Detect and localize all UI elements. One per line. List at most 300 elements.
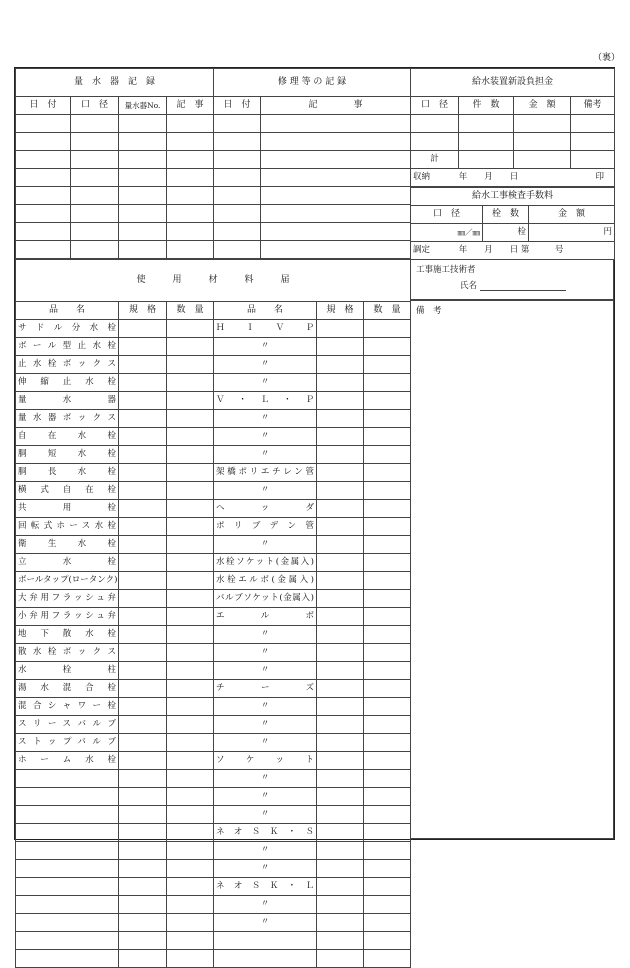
material-name-left: ボールタップ(ロータンク)	[16, 572, 119, 590]
material-spec-right[interactable]	[317, 806, 364, 824]
meter-record-cell[interactable]	[167, 223, 214, 241]
material-name-right: 水栓エルボ(金属入)	[214, 572, 317, 590]
burden-header-amount: 金 額	[514, 97, 571, 115]
material-spec-left[interactable]	[119, 464, 167, 482]
material-name-right	[214, 950, 317, 968]
material-name-left: 混合シャワー栓	[16, 698, 119, 716]
material-row	[16, 896, 411, 914]
repair-header-date: 日 付	[214, 97, 261, 115]
material-qty-left[interactable]	[167, 338, 214, 356]
material-spec-right[interactable]	[317, 842, 364, 860]
material-spec-right[interactable]	[317, 338, 364, 356]
material-name-left: 胴長水栓	[16, 464, 119, 482]
meter-record-cell[interactable]	[119, 205, 167, 223]
material-qty-left[interactable]	[167, 806, 214, 824]
material-spec-right[interactable]	[317, 662, 364, 680]
material-qty-right[interactable]	[364, 896, 411, 914]
meter-record-cell[interactable]	[119, 151, 167, 169]
material-qty-right[interactable]	[364, 716, 411, 734]
materials-header-name-left: 品 名	[16, 302, 119, 320]
material-spec-left[interactable]	[119, 878, 167, 896]
material-name-right: チーズ	[214, 680, 317, 698]
meter-record-cell[interactable]	[16, 187, 71, 205]
material-spec-left[interactable]	[119, 374, 167, 392]
meter-record-cell[interactable]	[16, 151, 71, 169]
repair-record-cell[interactable]	[214, 241, 261, 259]
inspection-decision-row	[411, 242, 615, 260]
meter-record-cell[interactable]	[71, 151, 119, 169]
material-spec-right[interactable]	[317, 626, 364, 644]
material-name-left	[16, 878, 119, 896]
material-spec-left[interactable]	[119, 770, 167, 788]
material-name-right: 〃	[214, 446, 317, 464]
material-spec-right[interactable]	[317, 320, 364, 338]
meter-record-cell[interactable]	[71, 133, 119, 151]
material-spec-right[interactable]	[317, 824, 364, 842]
meter-record-cell[interactable]	[167, 133, 214, 151]
material-spec-right[interactable]	[317, 680, 364, 698]
repair-record-cell[interactable]	[261, 241, 411, 259]
meter-record-cell[interactable]	[71, 169, 119, 187]
material-qty-right[interactable]	[364, 734, 411, 752]
material-spec-left[interactable]	[119, 896, 167, 914]
material-spec-right[interactable]	[317, 950, 364, 968]
repair-record-cell[interactable]	[261, 223, 411, 241]
inspection-header-count: 栓 数	[483, 206, 529, 224]
material-spec-right[interactable]	[317, 770, 364, 788]
material-qty-left[interactable]	[167, 464, 214, 482]
material-name-right: 〃	[214, 788, 317, 806]
material-name-right: Ｖ・Ｌ・Ｐ	[214, 392, 317, 410]
material-name-right: ネオＳＫ・Ｌ	[214, 878, 317, 896]
material-name-left	[16, 770, 119, 788]
material-qty-left[interactable]	[167, 446, 214, 464]
material-name-right: ソケット	[214, 752, 317, 770]
material-spec-right[interactable]	[317, 536, 364, 554]
material-spec-left[interactable]	[119, 716, 167, 734]
material-qty-left[interactable]	[167, 608, 214, 626]
repair-record-row	[214, 115, 411, 133]
material-name-right: 〃	[214, 860, 317, 878]
material-spec-left[interactable]	[119, 536, 167, 554]
material-row	[16, 716, 411, 734]
burden-section	[410, 68, 614, 260]
meter-record-cell[interactable]	[119, 115, 167, 133]
material-qty-left[interactable]	[167, 374, 214, 392]
repair-record-cell[interactable]	[261, 169, 411, 187]
material-qty-right[interactable]	[364, 356, 411, 374]
material-qty-right[interactable]	[364, 518, 411, 536]
material-spec-left[interactable]	[119, 842, 167, 860]
meter-record-cell[interactable]	[119, 169, 167, 187]
material-spec-right[interactable]	[317, 428, 364, 446]
material-qty-right[interactable]	[364, 950, 411, 968]
material-spec-left[interactable]	[119, 734, 167, 752]
material-name-left	[16, 860, 119, 878]
material-name-left: 自在水栓	[16, 428, 119, 446]
material-qty-left[interactable]	[167, 734, 214, 752]
repair-record-row	[214, 223, 411, 241]
material-qty-right[interactable]	[364, 590, 411, 608]
material-spec-right[interactable]	[317, 464, 364, 482]
material-name-left	[16, 950, 119, 968]
material-spec-right[interactable]	[317, 698, 364, 716]
material-qty-right[interactable]	[364, 770, 411, 788]
material-name-left: 共用栓	[16, 500, 119, 518]
remarks-box	[410, 300, 614, 839]
material-spec-right[interactable]	[317, 518, 364, 536]
material-qty-left[interactable]	[167, 356, 214, 374]
material-spec-right[interactable]	[317, 608, 364, 626]
material-spec-right[interactable]	[317, 446, 364, 464]
material-row	[16, 734, 411, 752]
receipt-date: 年 月 日	[458, 172, 519, 183]
material-qty-right[interactable]	[364, 500, 411, 518]
material-qty-right[interactable]	[364, 608, 411, 626]
material-name-right: エルボ	[214, 608, 317, 626]
material-qty-right[interactable]	[364, 788, 411, 806]
repair-record-cell[interactable]	[261, 151, 411, 169]
meter-record-cell[interactable]	[16, 115, 71, 133]
material-spec-right[interactable]	[317, 788, 364, 806]
material-spec-left[interactable]	[119, 518, 167, 536]
material-qty-right[interactable]	[364, 626, 411, 644]
materials-header-name-right: 品 名	[214, 302, 317, 320]
material-name-right: 〃	[214, 410, 317, 428]
materials-section	[15, 259, 410, 968]
repair-record-cell[interactable]	[214, 223, 261, 241]
material-spec-left[interactable]	[119, 446, 167, 464]
material-qty-left[interactable]	[167, 320, 214, 338]
material-qty-right[interactable]	[364, 680, 411, 698]
material-name-left: 湯水混合栓	[16, 680, 119, 698]
repair-record-cell[interactable]	[261, 115, 411, 133]
meter-record-row	[16, 133, 214, 151]
material-qty-right[interactable]	[364, 338, 411, 356]
material-qty-right[interactable]	[364, 410, 411, 428]
material-spec-left[interactable]	[119, 356, 167, 374]
material-qty-right[interactable]	[364, 644, 411, 662]
material-name-right	[214, 932, 317, 950]
materials-header-spec-right: 規 格	[317, 302, 364, 320]
material-spec-left[interactable]	[119, 338, 167, 356]
material-qty-left[interactable]	[167, 878, 214, 896]
repair-record-cell[interactable]	[214, 133, 261, 151]
material-name-right: 〃	[214, 338, 317, 356]
material-qty-left[interactable]	[167, 770, 214, 788]
material-spec-left[interactable]	[119, 572, 167, 590]
material-name-right: 〃	[214, 356, 317, 374]
material-qty-right[interactable]	[364, 446, 411, 464]
material-spec-right[interactable]	[317, 590, 364, 608]
material-name-right: 〃	[214, 374, 317, 392]
inspection-header-diameter: 口 径	[411, 206, 483, 224]
material-qty-left[interactable]	[167, 536, 214, 554]
material-qty-right[interactable]	[364, 914, 411, 932]
decision-label: 調定	[413, 245, 431, 256]
material-row	[16, 878, 411, 896]
material-row	[16, 338, 411, 356]
material-qty-right[interactable]	[364, 752, 411, 770]
meter-record-cell[interactable]	[16, 223, 71, 241]
material-spec-right[interactable]	[317, 500, 364, 518]
material-name-right: バルブソケット(金属入)	[214, 590, 317, 608]
repair-record-row	[214, 187, 411, 205]
material-qty-left[interactable]	[167, 698, 214, 716]
material-spec-left[interactable]	[119, 950, 167, 968]
material-spec-left[interactable]	[119, 482, 167, 500]
repair-record-cell[interactable]	[214, 187, 261, 205]
repair-record-cell[interactable]	[261, 133, 411, 151]
material-spec-right[interactable]	[317, 374, 364, 392]
material-spec-right[interactable]	[317, 860, 364, 878]
inspection-unit-diameter: ㎜／㎜	[411, 224, 483, 242]
material-qty-left[interactable]	[167, 626, 214, 644]
material-qty-left[interactable]	[167, 950, 214, 968]
meter-record-row	[16, 187, 214, 205]
material-qty-right[interactable]	[364, 878, 411, 896]
material-qty-right[interactable]	[364, 572, 411, 590]
repair-record-row	[214, 241, 411, 259]
material-spec-left[interactable]	[119, 752, 167, 770]
burden-header-remarks: 備考	[571, 97, 615, 115]
material-spec-right[interactable]	[317, 716, 364, 734]
material-name-left: 地下散水栓	[16, 626, 119, 644]
meter-record-cell[interactable]	[71, 241, 119, 259]
material-qty-left[interactable]	[167, 752, 214, 770]
material-spec-left[interactable]	[119, 320, 167, 338]
material-name-left: ボール型止水栓	[16, 338, 119, 356]
material-spec-left[interactable]	[119, 500, 167, 518]
material-spec-left[interactable]	[119, 680, 167, 698]
repair-record-cell[interactable]	[214, 151, 261, 169]
meter-record-cell[interactable]	[71, 187, 119, 205]
technician-name-label: 氏名	[460, 281, 478, 291]
material-qty-right[interactable]	[364, 392, 411, 410]
materials-header-qty-left: 数 量	[167, 302, 214, 320]
meter-header-note: 記 事	[167, 97, 214, 115]
material-qty-right[interactable]	[364, 536, 411, 554]
material-spec-right[interactable]	[317, 896, 364, 914]
material-name-left: 量水器	[16, 392, 119, 410]
inspection-header-amount: 金 額	[529, 206, 615, 224]
material-name-right: 〃	[214, 734, 317, 752]
material-qty-right[interactable]	[364, 482, 411, 500]
meter-record-cell[interactable]	[167, 151, 214, 169]
meter-record-cell[interactable]	[71, 205, 119, 223]
materials-header-qty-right: 数 量	[364, 302, 411, 320]
materials-title: 使 用 材 料 届	[16, 260, 411, 302]
material-qty-left[interactable]	[167, 932, 214, 950]
material-spec-right[interactable]	[317, 572, 364, 590]
material-row	[16, 518, 411, 536]
material-name-left	[16, 932, 119, 950]
material-spec-left[interactable]	[119, 590, 167, 608]
meter-record-rows	[16, 115, 214, 259]
material-qty-left[interactable]	[167, 644, 214, 662]
material-row	[16, 842, 411, 860]
material-spec-left[interactable]	[119, 824, 167, 842]
material-name-right: Ｈ Ｉ Ｖ Ｐ	[214, 320, 317, 338]
material-qty-right[interactable]	[364, 464, 411, 482]
material-spec-left[interactable]	[119, 860, 167, 878]
meter-record-cell[interactable]	[119, 241, 167, 259]
material-name-left: 量水器ボックス	[16, 410, 119, 428]
material-qty-left[interactable]	[167, 518, 214, 536]
material-spec-right[interactable]	[317, 878, 364, 896]
material-spec-left[interactable]	[119, 662, 167, 680]
material-spec-right[interactable]	[317, 356, 364, 374]
material-name-right: 〃	[214, 644, 317, 662]
material-name-left	[16, 842, 119, 860]
material-row	[16, 356, 411, 374]
material-name-right: 〃	[214, 482, 317, 500]
material-row	[16, 914, 411, 932]
material-qty-right[interactable]	[364, 554, 411, 572]
meter-record-title: 量 水 器 記 録	[16, 69, 214, 97]
meter-record-cell[interactable]	[71, 115, 119, 133]
material-spec-right[interactable]	[317, 482, 364, 500]
material-row	[16, 428, 411, 446]
material-row	[16, 374, 411, 392]
material-row	[16, 464, 411, 482]
material-name-right: 〃	[214, 698, 317, 716]
material-row	[16, 770, 411, 788]
material-name-right: ヘッダ	[214, 500, 317, 518]
material-qty-right[interactable]	[364, 698, 411, 716]
material-qty-left[interactable]	[167, 410, 214, 428]
meter-record-cell[interactable]	[119, 133, 167, 151]
material-qty-left[interactable]	[167, 680, 214, 698]
material-spec-right[interactable]	[317, 392, 364, 410]
burden-header-diameter: 口 径	[411, 97, 459, 115]
material-spec-left[interactable]	[119, 914, 167, 932]
material-qty-left[interactable]	[167, 914, 214, 932]
material-qty-right[interactable]	[364, 428, 411, 446]
material-qty-left[interactable]	[167, 428, 214, 446]
material-qty-left[interactable]	[167, 572, 214, 590]
material-spec-right[interactable]	[317, 932, 364, 950]
material-spec-left[interactable]	[119, 626, 167, 644]
material-spec-left[interactable]	[119, 806, 167, 824]
material-qty-left[interactable]	[167, 824, 214, 842]
material-qty-right[interactable]	[364, 806, 411, 824]
meter-record-cell[interactable]	[119, 223, 167, 241]
meter-record-cell[interactable]	[167, 241, 214, 259]
material-spec-left[interactable]	[119, 644, 167, 662]
material-qty-left[interactable]	[167, 500, 214, 518]
material-row	[16, 608, 411, 626]
material-name-right: 〃	[214, 842, 317, 860]
material-spec-right[interactable]	[317, 914, 364, 932]
material-qty-left[interactable]	[167, 554, 214, 572]
material-name-left: 伸縮止水栓	[16, 374, 119, 392]
meter-record-cell[interactable]	[16, 241, 71, 259]
meter-record-cell[interactable]	[167, 205, 214, 223]
material-row	[16, 410, 411, 428]
material-spec-left[interactable]	[119, 554, 167, 572]
technician-box	[410, 259, 614, 300]
decision-date: 年 月 日 第 号	[458, 245, 564, 256]
meter-record-cell[interactable]	[16, 205, 71, 223]
material-spec-right[interactable]	[317, 554, 364, 572]
material-row	[16, 680, 411, 698]
repair-record-cell[interactable]	[261, 187, 411, 205]
remarks-label: 備 考	[416, 306, 442, 316]
material-qty-left[interactable]	[167, 482, 214, 500]
material-qty-right[interactable]	[364, 842, 411, 860]
material-name-left: 散水栓ボックス	[16, 644, 119, 662]
repair-record-cell[interactable]	[261, 205, 411, 223]
repair-header-note: 記 事	[261, 97, 411, 115]
material-qty-right[interactable]	[364, 932, 411, 950]
material-qty-right[interactable]	[364, 662, 411, 680]
material-qty-left[interactable]	[167, 590, 214, 608]
meter-record-row	[16, 205, 214, 223]
material-qty-left[interactable]	[167, 392, 214, 410]
material-spec-right[interactable]	[317, 752, 364, 770]
material-row	[16, 824, 411, 842]
meter-record-cell[interactable]	[16, 133, 71, 151]
material-spec-left[interactable]	[119, 608, 167, 626]
material-qty-left[interactable]	[167, 788, 214, 806]
material-spec-left[interactable]	[119, 428, 167, 446]
material-spec-right[interactable]	[317, 734, 364, 752]
technician-name-line	[480, 281, 566, 291]
material-qty-left[interactable]	[167, 662, 214, 680]
material-spec-right[interactable]	[317, 410, 364, 428]
material-spec-left[interactable]	[119, 392, 167, 410]
burden-header-count: 件 数	[459, 97, 514, 115]
material-row	[16, 644, 411, 662]
repair-record-cell[interactable]	[214, 205, 261, 223]
repair-record-row	[214, 205, 411, 223]
material-spec-left[interactable]	[119, 932, 167, 950]
material-qty-left[interactable]	[167, 716, 214, 734]
material-name-right: 〃	[214, 716, 317, 734]
material-qty-left[interactable]	[167, 896, 214, 914]
material-row	[16, 860, 411, 878]
burden-receipt-row	[411, 169, 615, 187]
material-name-right: 〃	[214, 914, 317, 932]
repair-record-cell[interactable]	[214, 115, 261, 133]
material-qty-right[interactable]	[364, 824, 411, 842]
material-qty-left[interactable]	[167, 842, 214, 860]
material-qty-left[interactable]	[167, 860, 214, 878]
material-row	[16, 806, 411, 824]
material-spec-right[interactable]	[317, 644, 364, 662]
materials-rows	[16, 320, 411, 968]
material-name-left: サドル分水栓	[16, 320, 119, 338]
material-qty-right[interactable]	[364, 320, 411, 338]
meter-record-cell[interactable]	[71, 223, 119, 241]
meter-record-section	[15, 68, 213, 259]
material-name-right: ネオＳＫ・Ｓ	[214, 824, 317, 842]
meter-record-cell[interactable]	[119, 187, 167, 205]
meter-record-cell[interactable]	[167, 187, 214, 205]
meter-header-diameter: 口 径	[71, 97, 119, 115]
meter-record-cell[interactable]	[16, 169, 71, 187]
material-spec-left[interactable]	[119, 788, 167, 806]
repair-record-section	[213, 68, 410, 259]
material-qty-right[interactable]	[364, 860, 411, 878]
material-spec-left[interactable]	[119, 410, 167, 428]
meter-record-cell[interactable]	[167, 115, 214, 133]
material-spec-left[interactable]	[119, 698, 167, 716]
repair-record-cell[interactable]	[214, 169, 261, 187]
material-qty-right[interactable]	[364, 374, 411, 392]
meter-record-cell[interactable]	[167, 169, 214, 187]
